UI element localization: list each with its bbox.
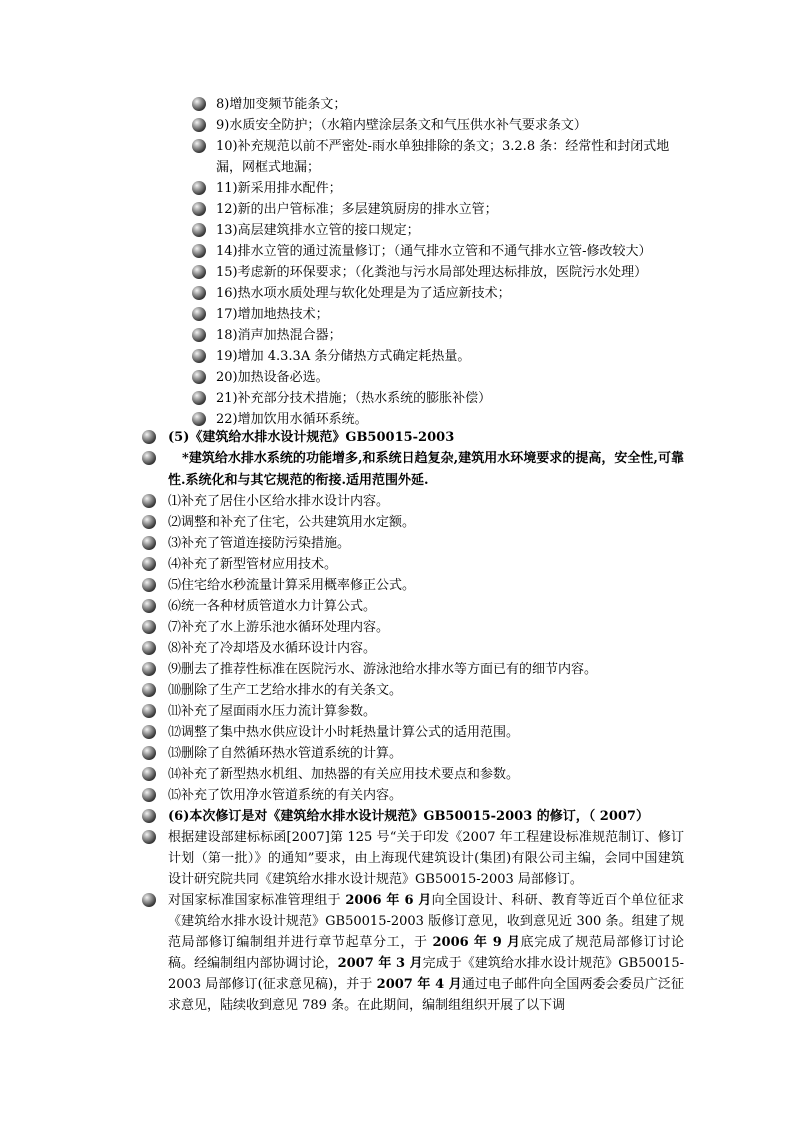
bullet-icon <box>192 328 206 342</box>
list-item-text: 19)增加 4.3.3A 条分储热方式确定耗热量。 <box>216 349 471 364</box>
bullet-icon <box>192 307 206 321</box>
list-item <box>216 367 686 388</box>
bullet-icon <box>192 181 206 195</box>
list-item <box>168 701 684 722</box>
bullet-icon <box>192 97 206 111</box>
list-item <box>216 115 686 136</box>
main-bullet-list <box>168 427 684 492</box>
list-item <box>168 890 684 1016</box>
list-item-text: ⒁补充了新型热水机组、加热器的有关应用技术要点和参数。 <box>168 767 520 782</box>
bullet-icon <box>142 515 156 529</box>
bullet-icon <box>142 788 156 802</box>
bullet-icon <box>192 412 206 426</box>
bullet-icon <box>142 746 156 760</box>
section-6-paragraph-2: 对国家标准国家标准管理组于 2006 年 6 月向全国设计、科研、教育等近百个单位征求《建筑给水排水设计规范》GB50015-2003 版修订意见，收到意见近 300 条。组建了规范局部修订编制组并进行章节起草分工，于 2006 年 9 月底完成了规范局部修订讨论稿。经编制组内部协调讨论，2007 年 3 月完成于《建筑给水排水设计规范》GB50015-2003 局部修订(征求意见稿)，并于 2007 年 4 月通过电子邮件向全国两委会委员广泛征求意见，陆续收到意见 789 条。在此期间，编制组组织开展了以下调 <box>168 893 684 1013</box>
bullet-icon <box>142 683 156 697</box>
list-item-text: ⑴补充了居住小区给水排水设计内容。 <box>168 494 390 509</box>
list-item-text: 18)消声加热混合器； <box>216 328 342 343</box>
revision-sub-list <box>216 94 686 430</box>
bullet-icon <box>142 599 156 613</box>
list-item <box>168 596 684 617</box>
list-item <box>168 533 684 554</box>
list-item-text: ⒂补充了饮用净水管道系统的有关内容。 <box>168 788 403 803</box>
list-item <box>216 220 686 241</box>
list-item <box>168 785 684 806</box>
bullet-icon <box>142 578 156 592</box>
list-item-text: ⑶补充了管道连接防污染措施。 <box>168 536 351 551</box>
list-item <box>168 554 684 575</box>
section-5-items <box>168 491 684 806</box>
bullet-icon <box>142 536 156 550</box>
list-item <box>216 262 686 283</box>
bullet-icon <box>142 662 156 676</box>
section-6-list <box>168 806 684 1016</box>
list-item-text: 15)考虑新的环保要求；（化粪池与污水局部处理达标排放，医院污水处理） <box>216 265 648 280</box>
section-5-title: (5)《建筑给水排水设计规范》GB50015-2003 <box>168 430 455 445</box>
list-item <box>216 241 686 262</box>
list-item-text: ⑸住宅给水秒流量计算采用概率修正公式。 <box>168 578 416 593</box>
list-item-text: ⑵调整和补充了住宅，公共建筑用水定额。 <box>168 515 416 530</box>
list-item-text: 9)水质安全防护；（水箱内壁涂层条文和气压供水补气要求条文） <box>216 118 587 133</box>
list-item <box>168 448 684 492</box>
list-item-text: ⑻补充了冷却塔及水循环设计内容。 <box>168 641 377 656</box>
bullet-icon <box>142 725 156 739</box>
bullet-icon <box>142 430 156 444</box>
bullet-icon <box>192 286 206 300</box>
list-item-text: 13)高层建筑排水立管的接口规定； <box>216 223 420 238</box>
list-item-text: 8)增加变频节能条文； <box>216 97 347 112</box>
list-item <box>168 617 684 638</box>
bullet-icon <box>142 704 156 718</box>
list-item-text: 12)新的出户管标准；多层建筑厨房的排水立管； <box>216 202 498 217</box>
bullet-icon <box>192 349 206 363</box>
list-item <box>168 680 684 701</box>
list-item-text: 10)补充规范以前不严密处-雨水单独排除的条文；3.2.8 条：经常性和封闭式地漏，网框式地漏； <box>216 139 670 175</box>
section-6-title: (6)本次修订是对《建筑给水排水设计规范》GB50015-2003 的修订，（ 2007） <box>168 809 649 824</box>
list-item <box>216 178 686 199</box>
section-6-paragraph-1: 根据建设部建标标函[2007]第 125 号“关于印发《2007 年工程建设标准规范制订、修订计划（第一批）》的通知”要求，由上海现代建筑设计(集团)有限公司主编，会同中国建筑设计研究院共同《建筑给水排水设计规范》GB50015-2003 局部修订。 <box>168 830 684 887</box>
list-item-text: 16)热水项水质处理与软化处理是为了适应新技术； <box>216 286 511 301</box>
list-item-text: 11)新采用排水配件； <box>216 181 342 196</box>
list-item-text: 21)补充部分技术措施；（热水系统的膨胀补偿） <box>216 391 492 406</box>
bullet-icon <box>142 494 156 508</box>
bullet-icon <box>192 265 206 279</box>
list-item-text: 17)增加地热技术； <box>216 307 329 322</box>
list-item <box>168 659 684 680</box>
list-item <box>168 491 684 512</box>
list-item <box>216 136 686 178</box>
bullet-icon <box>142 893 156 907</box>
bullet-icon <box>142 557 156 571</box>
list-item-text: 22)增加饮用水循环系统。 <box>216 412 368 427</box>
list-item <box>216 283 686 304</box>
list-item <box>216 304 686 325</box>
bullet-icon <box>142 620 156 634</box>
list-item-text: 14)排水立管的通过流量修订；（通气排水立管和不通气排水立管-修改较大） <box>216 244 652 259</box>
list-item <box>168 743 684 764</box>
list-item-text: ⑽删除了生产工艺给水排水的有关条文。 <box>168 683 403 698</box>
list-item <box>216 346 686 367</box>
bullet-icon <box>192 391 206 405</box>
bullet-icon <box>192 139 206 153</box>
list-item <box>168 427 684 448</box>
list-item <box>168 512 684 533</box>
bullet-icon <box>142 451 156 465</box>
bullet-icon <box>192 370 206 384</box>
list-item <box>216 325 686 346</box>
list-item-text: ⒀删除了自然循环热水管道系统的计算。 <box>168 746 403 761</box>
bullet-icon <box>192 244 206 258</box>
list-item <box>168 575 684 596</box>
list-item-text: ⑺补充了水上游乐池水循环处理内容。 <box>168 620 390 635</box>
list-item <box>216 94 686 115</box>
list-item-text: ⑾补充了屋面雨水压力流计算参数。 <box>168 704 377 719</box>
section-5-summary: *建筑给水排水系统的功能增多,和系统日趋复杂,建筑用水环境要求的提高，安全性,可靠性.系统化和与其它规范的衔接.适用范围外延. <box>168 451 684 488</box>
list-item <box>168 806 684 827</box>
list-item <box>216 388 686 409</box>
list-item <box>168 827 684 890</box>
bullet-icon <box>142 767 156 781</box>
bullet-icon <box>192 223 206 237</box>
list-item-text: ⑼删去了推荐性标准在医院污水、游泳池给水排水等方面已有的细节内容。 <box>168 662 598 677</box>
list-item-text: ⑷补充了新型管材应用技术。 <box>168 557 338 572</box>
bullet-icon <box>142 641 156 655</box>
list-item-text: 20)加热设备必选。 <box>216 370 329 385</box>
list-item <box>168 638 684 659</box>
list-item <box>168 764 684 785</box>
bullet-icon <box>192 118 206 132</box>
list-item-text: ⑹统一各种材质管道水力计算公式。 <box>168 599 377 614</box>
list-item-text: ⑿调整了集中热水供应设计小时耗热量计算公式的适用范围。 <box>168 725 520 740</box>
list-item <box>216 199 686 220</box>
list-item <box>168 722 684 743</box>
bullet-icon <box>142 830 156 844</box>
bullet-icon <box>142 809 156 823</box>
bullet-icon <box>192 202 206 216</box>
